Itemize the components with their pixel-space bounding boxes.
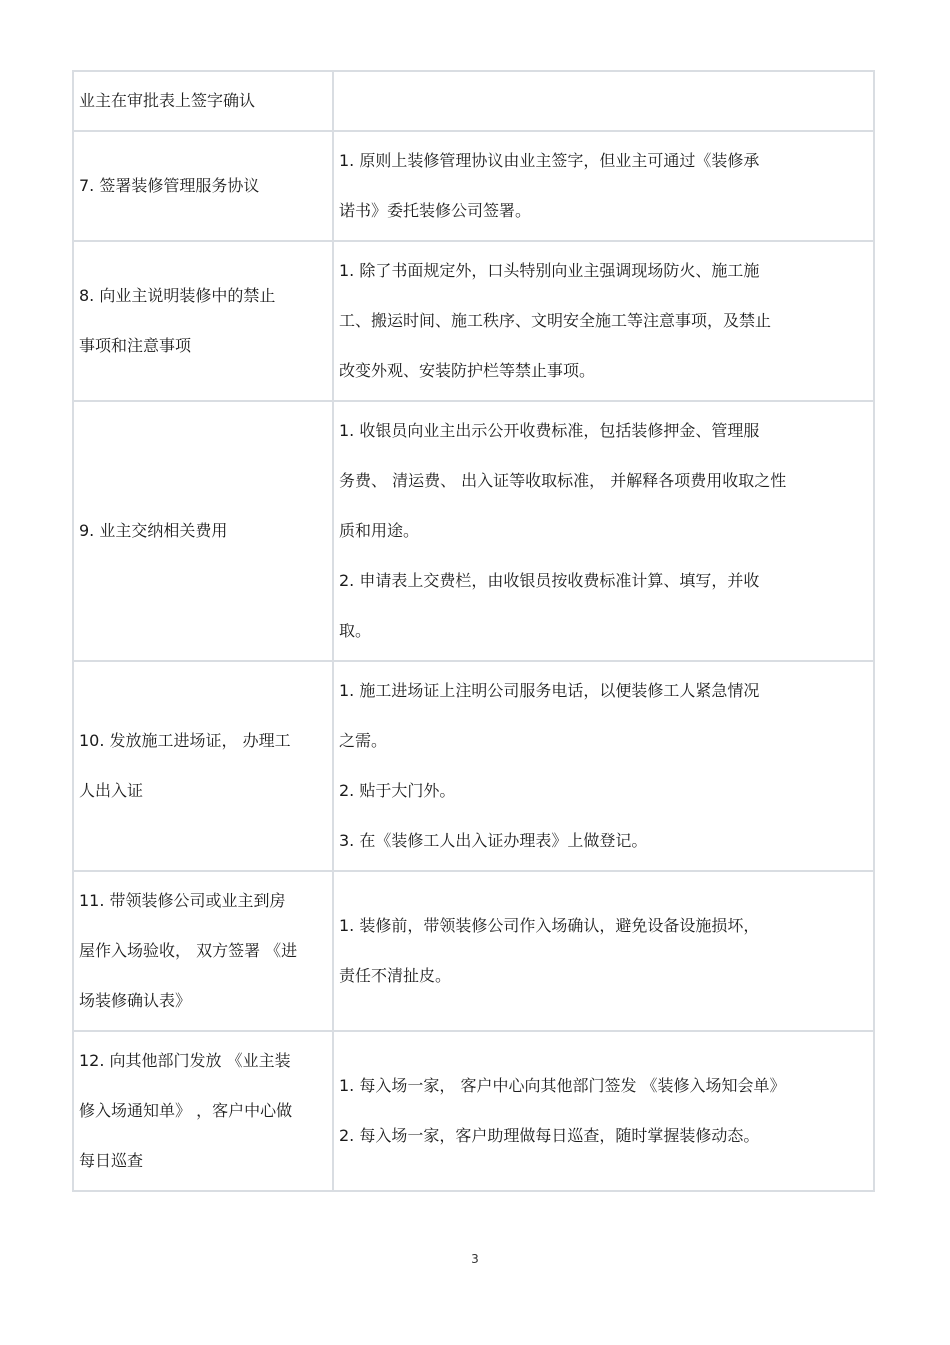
notes-text: 1. 装修前，带领装修公司作入场确认，避免设备设施损坏， (339, 916, 760, 935)
page-number: 3 (471, 1252, 479, 1266)
notes-cell (333, 871, 874, 1031)
step-text: 业主在审批表上签字确认 (79, 91, 256, 110)
step-text: 屋作入场验收， 双方签署 《进 (79, 941, 298, 960)
notes-text: 1. 每入场一家， 客户中心向其他部门签发 《装修入场知会单》 (339, 1076, 786, 1095)
step-cell (73, 1031, 333, 1191)
table-row (73, 871, 874, 1031)
notes-cell (333, 131, 874, 241)
notes-cell (333, 241, 874, 401)
table-row (73, 71, 874, 131)
notes-text: 工、搬运时间、施工秩序、文明安全施工等注意事项，及禁止 (339, 311, 772, 330)
notes-text: 2. 贴于大门外。 (339, 781, 456, 800)
table-row (73, 131, 874, 241)
table-row (73, 661, 874, 871)
notes-cell (333, 661, 874, 871)
step-text: 11. 带领装修公司或业主到房 (79, 891, 286, 910)
notes-text: 2. 每入场一家，客户助理做每日巡查，随时掌握装修动态。 (339, 1126, 760, 1145)
notes-cell (333, 1031, 874, 1191)
step-text: 8. 向业主说明装修中的禁止 (79, 286, 276, 305)
notes-text: 2. 申请表上交费栏，由收银员按收费标准计算、填写，并收 (339, 571, 760, 590)
procedure-table (72, 70, 875, 1192)
notes-text: 3. 在《装修工人出入证办理表》上做登记。 (339, 831, 648, 850)
notes-text: 1. 施工进场证上注明公司服务电话，以便装修工人紧急情况 (339, 681, 760, 700)
notes-text: 1. 收银员向业主出示公开收费标准，包括装修押金、管理服 (339, 421, 760, 440)
step-cell (73, 131, 333, 241)
notes-text: 1. 除了书面规定外，口头特别向业主强调现场防火、施工施 (339, 261, 760, 280)
step-text: 7. 签署装修管理服务协议 (79, 176, 260, 195)
notes-text: 取。 (339, 621, 372, 640)
notes-text: 务费、 清运费、 出入证等收取标准， 并解释各项费用收取之性 (339, 471, 787, 490)
table-row (73, 401, 874, 661)
notes-text: 之需。 (339, 731, 388, 750)
notes-text: 责任不清扯皮。 (339, 966, 452, 985)
step-cell (73, 241, 333, 401)
table-row (73, 1031, 874, 1191)
notes-cell (333, 401, 874, 661)
step-cell (73, 871, 333, 1031)
notes-text: 质和用途。 (339, 521, 420, 540)
step-text: 人出入证 (79, 781, 144, 800)
step-text: 9. 业主交纳相关费用 (79, 521, 228, 540)
step-cell (73, 661, 333, 871)
step-text: 每日巡查 (79, 1151, 144, 1170)
notes-cell (333, 71, 874, 131)
step-text: 修入场通知单》 ，客户中心做 (79, 1101, 293, 1120)
notes-text: 1. 原则上装修管理协议由业主签字，但业主可通过《装修承 (339, 151, 760, 170)
step-text: 12. 向其他部门发放 《业主装 (79, 1051, 291, 1070)
step-text: 10. 发放施工进场证， 办理工 (79, 731, 291, 750)
step-cell (73, 71, 333, 131)
step-cell (73, 401, 333, 661)
step-text: 场装修确认表》 (79, 991, 192, 1010)
step-text: 事项和注意事项 (79, 336, 192, 355)
procedure-table-body (73, 71, 874, 1191)
table-row (73, 241, 874, 401)
notes-text: 改变外观、安装防护栏等禁止事项。 (339, 361, 596, 380)
notes-text: 诺书》委托装修公司签署。 (339, 201, 532, 220)
